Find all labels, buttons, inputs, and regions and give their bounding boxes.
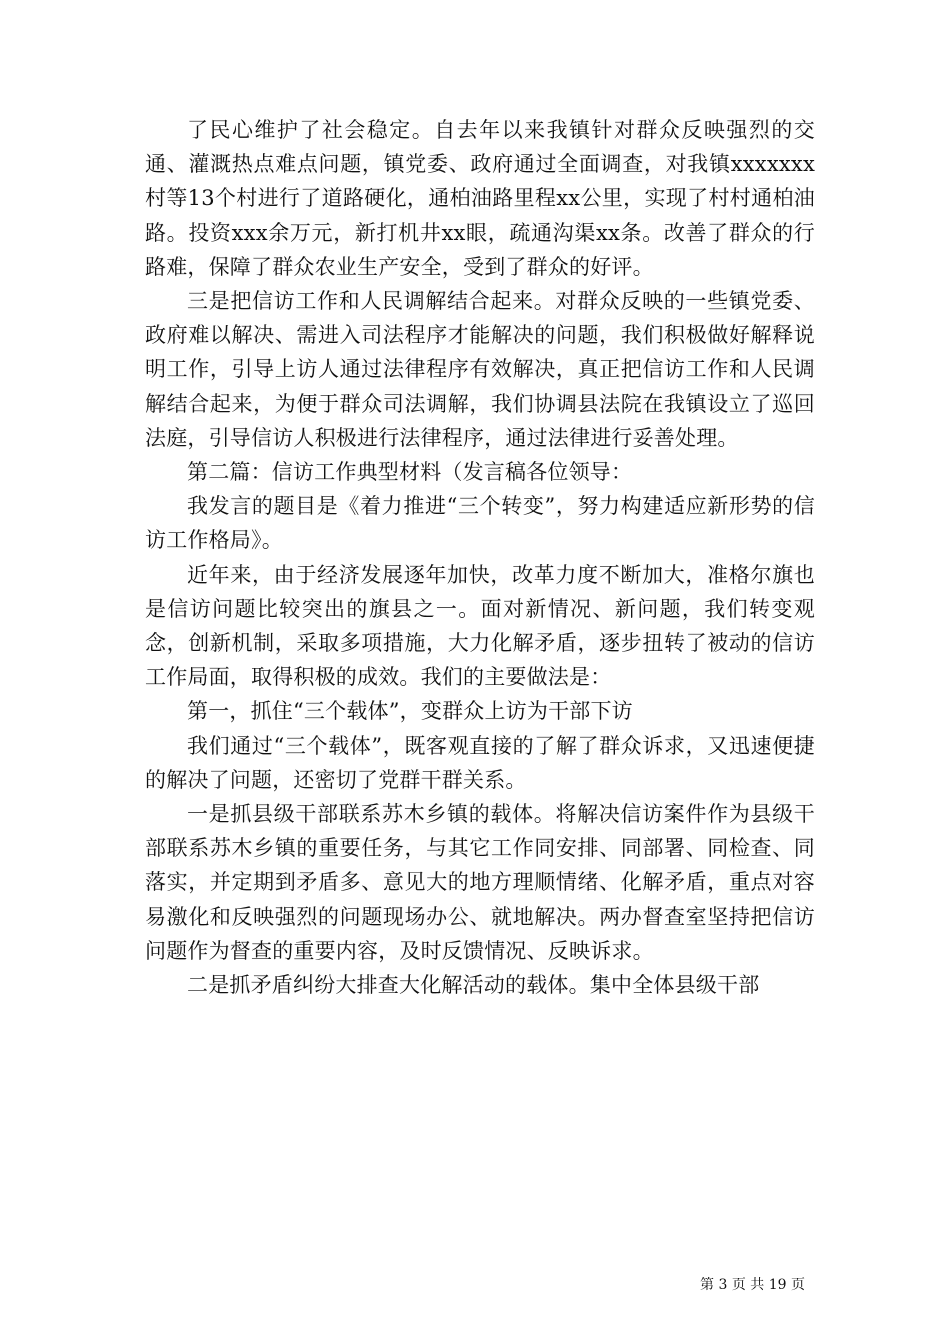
section-heading-paragraph: 第二篇：信访工作典型材料（发言稿各位领导： xyxy=(187,460,633,485)
subheading-paragraph: 第一，抓住“三个载体”，变群众上访为干部下访 xyxy=(187,699,633,724)
body-paragraph-5: 近年来，由于经济发展逐年加快，改革力度不断加大，准格尔旗也是信访问题比较突出的旗县之一。面对新情况、新问题，我们转变观念，创新机制，采取多项措施，大力化解矛盾，逐步扭转了被动的信访工作局面，取得积极的成效。我们的主要做法是： xyxy=(145,562,815,690)
speech-title-paragraph: 我发言的题目是《着力推进“三个转变”，努力构建适应新形势的信访工作格局》。 xyxy=(145,494,815,553)
document-body xyxy=(145,113,815,1002)
body-paragraph-7: 我们通过“三个载体”，既客观直接的了解了群众诉求，又迅速便捷的解决了问题，还密切了党群干群关系。 xyxy=(145,733,815,792)
page-number-footer: 第 3 页 共 19 页 xyxy=(700,1277,805,1293)
body-paragraph-9: 二是抓矛盾纠纷大排查大化解活动的载体。集中全体县级干部 xyxy=(187,973,760,998)
body-paragraph-8: 一是抓县级干部联系苏木乡镇的载体。将解决信访案件作为县级干部联系苏木乡镇的重要任务，与其它工作同安排、同部署、同检查、同落实，并定期到矛盾多、意见大的地方理顺情绪、化解矛盾，重点对容易激化和反映强烈的问题现场办公、就地解决。两办督查室坚持把信访问题作为督查的重要内容，及时反馈情况、反映诉求。 xyxy=(145,802,815,963)
body-paragraph-1: 了民心维护了社会稳定。自去年以来我镇针对群众反映强烈的交通、灌溉热点难点问题，镇党委、政府通过全面调查，对我镇xxxxxxx村等13个村进行了道路硬化，通柏油路里程xx公里，实现了村村通柏油路。投资xxx余万元，新打机井xx眼，疏通沟渠xx条。改善了群众的行路难，保障了群众农业生产安全，受到了群众的好评。 xyxy=(145,118,815,279)
body-paragraph-2: 三是把信访工作和人民调解结合起来。对群众反映的一些镇党委、政府难以解决、需进入司法程序才能解决的问题，我们积极做好解释说明工作，引导上访人通过法律程序有效解决，真正把信访工作和人民调解结合起来，为便于群众司法调解，我们协调县法院在我镇设立了巡回法庭，引导信访人积极进行法律程序，通过法律进行妥善处理。 xyxy=(145,289,815,450)
